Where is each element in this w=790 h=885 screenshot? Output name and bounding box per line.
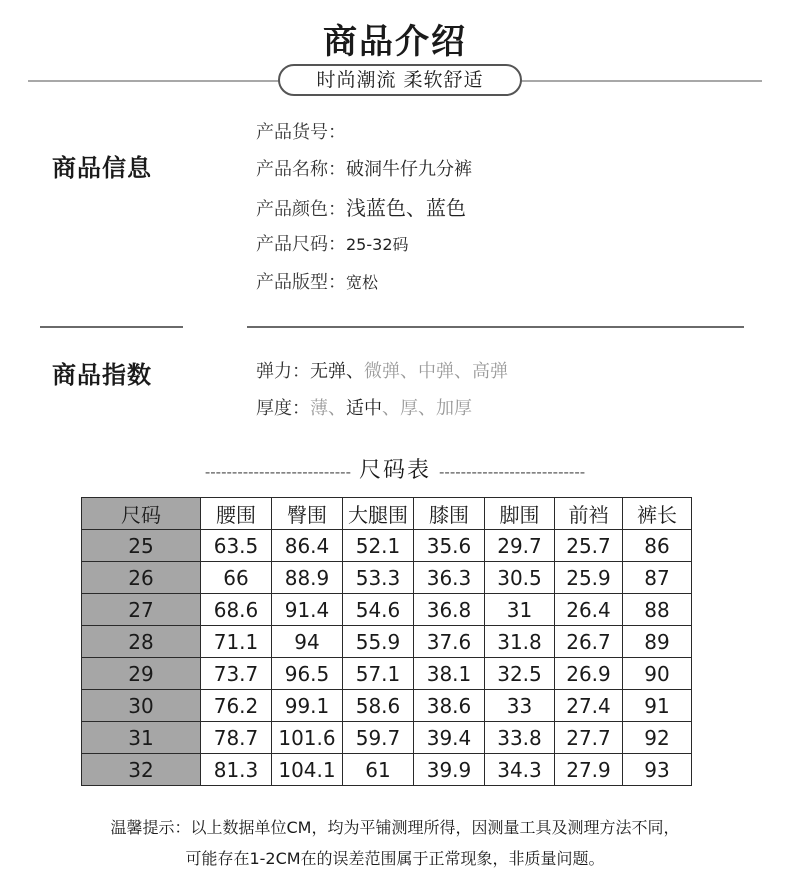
table-cell: 54.6 — [343, 594, 414, 626]
thickness-option-medium: 适中 — [346, 398, 382, 419]
table-cell: 26.9 — [555, 658, 623, 690]
size-cell: 27 — [82, 594, 201, 626]
table-cell: 88 — [623, 594, 692, 626]
table-cell: 33.8 — [485, 722, 555, 754]
table-cell: 71.1 — [201, 626, 272, 658]
thickness-separator: 、 — [418, 398, 436, 419]
table-cell: 58.6 — [343, 690, 414, 722]
table-cell: 29.7 — [485, 530, 555, 562]
table-cell: 27.9 — [555, 754, 623, 786]
table-cell: 52.1 — [343, 530, 414, 562]
tagline-pill: 时尚潮流 柔软舒适 — [278, 64, 522, 96]
size-cell: 30 — [82, 690, 201, 722]
elasticity-option-high: 高弹 — [472, 361, 508, 382]
elasticity-separator: 、 — [400, 361, 418, 382]
table-cell: 25.7 — [555, 530, 623, 562]
table-cell: 63.5 — [201, 530, 272, 562]
header-size: 尺码 — [82, 498, 201, 530]
elasticity-option-medium: 中弹 — [418, 361, 454, 382]
table-cell: 91 — [623, 690, 692, 722]
table-cell: 94 — [272, 626, 343, 658]
info-value: 破洞牛仔九分裤 — [346, 159, 472, 180]
table-cell: 32.5 — [485, 658, 555, 690]
table-cell: 34.3 — [485, 754, 555, 786]
table-cell: 31.8 — [485, 626, 555, 658]
size-table — [81, 497, 692, 786]
table-cell: 53.3 — [343, 562, 414, 594]
info-heading: 商品信息 — [52, 154, 152, 182]
thickness-option-thin: 薄 — [310, 398, 328, 419]
size-chart-dashes-left: --------------------------- — [204, 463, 351, 481]
table-cell: 89 — [623, 626, 692, 658]
size-cell: 25 — [82, 530, 201, 562]
elasticity-option-slight: 微弹 — [364, 361, 400, 382]
table-cell: 31 — [485, 594, 555, 626]
info-row-name — [256, 155, 472, 181]
table-row — [82, 626, 692, 658]
info-value: 25-32码 — [346, 235, 409, 254]
header-knee: 膝围 — [414, 498, 485, 530]
table-row — [82, 530, 692, 562]
section-divider-right — [247, 326, 744, 328]
thickness-option-thick: 厚 — [400, 398, 418, 419]
footer-note-line-2: 可能存在1-2CM在的误差范围属于正常现象，非质量问题。 — [185, 849, 605, 868]
table-cell: 39.9 — [414, 754, 485, 786]
table-cell: 87 — [623, 562, 692, 594]
thickness-separator: 、 — [382, 398, 400, 419]
size-chart-title: 尺码表 — [358, 458, 431, 483]
table-cell: 76.2 — [201, 690, 272, 722]
table-cell: 61 — [343, 754, 414, 786]
table-cell: 88.9 — [272, 562, 343, 594]
header-hip: 臀围 — [272, 498, 343, 530]
table-cell: 26.7 — [555, 626, 623, 658]
table-row — [82, 722, 692, 754]
size-chart-title-row — [0, 453, 790, 484]
info-label: 产品颜色： — [256, 199, 346, 220]
table-cell: 90 — [623, 658, 692, 690]
table-cell: 36.3 — [414, 562, 485, 594]
table-cell: 57.1 — [343, 658, 414, 690]
table-cell: 91.4 — [272, 594, 343, 626]
table-cell: 37.6 — [414, 626, 485, 658]
table-cell: 92 — [623, 722, 692, 754]
table-cell: 86 — [623, 530, 692, 562]
size-chart-dashes-right: --------------------------- — [439, 463, 586, 481]
table-row — [82, 754, 692, 786]
info-row-fit — [256, 268, 378, 294]
header-waist: 腰围 — [201, 498, 272, 530]
thickness-label: 厚度： — [256, 398, 310, 419]
table-cell: 93 — [623, 754, 692, 786]
header-front-rise: 前裆 — [555, 498, 623, 530]
elasticity-separator: 、 — [346, 361, 364, 382]
size-cell: 31 — [82, 722, 201, 754]
table-cell: 78.7 — [201, 722, 272, 754]
elasticity-option-none: 无弹 — [310, 361, 346, 382]
info-label: 产品货号： — [256, 122, 346, 143]
elasticity-separator: 、 — [454, 361, 472, 382]
thickness-row — [256, 394, 472, 420]
table-cell: 30.5 — [485, 562, 555, 594]
header-thigh: 大腿围 — [343, 498, 414, 530]
info-label: 产品版型： — [256, 272, 346, 293]
table-cell: 36.8 — [414, 594, 485, 626]
thickness-option-extra-thick: 加厚 — [436, 398, 472, 419]
table-cell: 38.6 — [414, 690, 485, 722]
info-value: 宽松 — [346, 273, 379, 292]
table-cell: 38.1 — [414, 658, 485, 690]
table-cell: 33 — [485, 690, 555, 722]
table-cell: 81.3 — [201, 754, 272, 786]
table-cell: 39.4 — [414, 722, 485, 754]
info-row-size — [256, 230, 409, 256]
table-row — [82, 690, 692, 722]
table-cell: 25.9 — [555, 562, 623, 594]
info-value: 浅蓝色、蓝色 — [346, 196, 466, 220]
table-cell: 35.6 — [414, 530, 485, 562]
table-cell: 55.9 — [343, 626, 414, 658]
elasticity-row — [256, 357, 508, 383]
elasticity-label: 弹力： — [256, 361, 310, 382]
table-cell: 68.6 — [201, 594, 272, 626]
size-cell: 32 — [82, 754, 201, 786]
table-cell: 27.7 — [555, 722, 623, 754]
size-cell: 29 — [82, 658, 201, 690]
table-header-row — [82, 498, 692, 530]
table-cell: 101.6 — [272, 722, 343, 754]
info-label: 产品名称： — [256, 159, 346, 180]
table-cell: 73.7 — [201, 658, 272, 690]
info-row-color — [256, 192, 466, 221]
thickness-separator: 、 — [328, 398, 346, 419]
table-cell: 86.4 — [272, 530, 343, 562]
table-row — [82, 562, 692, 594]
table-cell: 66 — [201, 562, 272, 594]
header-length: 裤长 — [623, 498, 692, 530]
index-heading: 商品指数 — [52, 361, 152, 389]
table-row — [82, 658, 692, 690]
info-label: 产品尺码： — [256, 234, 346, 255]
table-cell: 99.1 — [272, 690, 343, 722]
table-cell: 59.7 — [343, 722, 414, 754]
size-cell: 28 — [82, 626, 201, 658]
info-row-sku — [256, 118, 346, 144]
table-cell: 104.1 — [272, 754, 343, 786]
table-cell: 96.5 — [272, 658, 343, 690]
footer-note-line-1: 温馨提示：以上数据单位CM，均为平铺测理所得，因测量工具及测理方法不同， — [110, 818, 680, 837]
page-title: 商品介绍 — [323, 22, 467, 62]
header-leg-opening: 脚围 — [485, 498, 555, 530]
table-row — [82, 594, 692, 626]
section-divider-left — [40, 326, 183, 328]
table-cell: 27.4 — [555, 690, 623, 722]
table-cell: 26.4 — [555, 594, 623, 626]
size-cell: 26 — [82, 562, 201, 594]
